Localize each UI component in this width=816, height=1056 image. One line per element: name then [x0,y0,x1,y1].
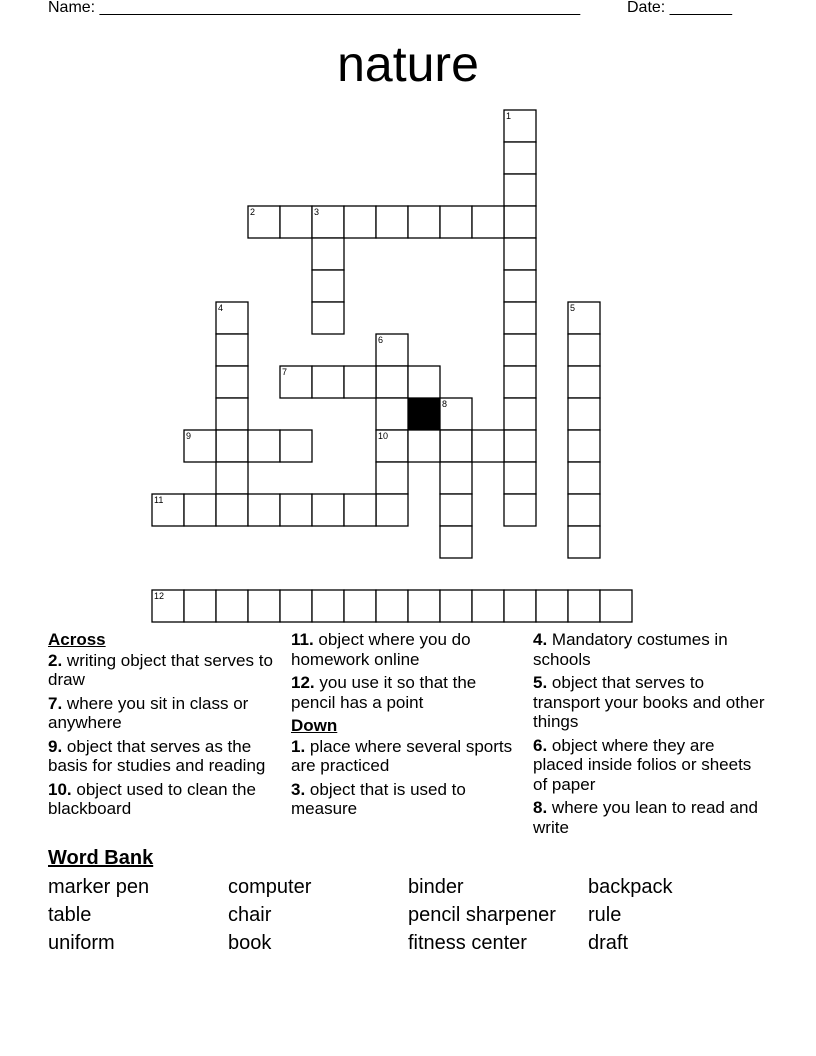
clue-number: 4. [533,630,548,649]
clue-down-8 [533,798,765,837]
crossword-cell[interactable] [152,494,184,526]
crossword-cell[interactable] [440,206,472,238]
cell-number: 9 [186,431,192,441]
crossword-cell[interactable] [408,590,440,622]
clue-down-4 [533,630,765,669]
crossword-cell[interactable] [504,398,536,430]
crossword-cell[interactable] [408,206,440,238]
crossword-cell[interactable] [376,430,408,462]
crossword-cell[interactable] [568,430,600,462]
down-heading: Down [291,716,338,735]
date-field: Date: _______ [627,0,732,16]
crossword-cell[interactable] [344,590,376,622]
crossword-cell[interactable] [312,494,344,526]
clue-text: object where they are placed inside folios or sheets of paper [533,735,752,794]
clue-down-3 [291,780,523,819]
crossword-cell[interactable] [504,206,536,238]
crossword-cell[interactable] [312,206,344,238]
clue-text: object that is used to measure [291,779,466,818]
clue-down-1 [291,737,523,776]
crossword-cell[interactable] [568,302,600,334]
crossword-cell[interactable] [216,334,248,366]
crossword-cell[interactable] [216,430,248,462]
clue-text: object that serves as the basis for studies and reading [48,736,266,775]
clue-number: 10. [48,779,72,799]
crossword-cell[interactable] [504,110,536,142]
crossword-cell[interactable] [408,430,440,462]
cell-number: 7 [282,367,288,377]
clue-text: object used to clean the blackboard [48,779,256,818]
crossword-cell[interactable] [504,334,536,366]
crossword-cell[interactable] [248,206,280,238]
crossword-cell[interactable] [216,302,248,334]
crossword-cell[interactable] [184,494,216,526]
crossword-cell[interactable] [536,590,568,622]
crossword-cell[interactable] [248,590,280,622]
clues-column-2 [291,630,523,823]
word-bank-item: fitness center [408,932,527,954]
crossword-cell[interactable] [184,430,216,462]
clue-across-12 [291,673,523,712]
crossword-cell[interactable] [280,206,312,238]
crossword-cell[interactable] [280,366,312,398]
word-bank-item: backpack [588,876,673,898]
clue-number: 3. [291,779,306,799]
cell-number: 8 [442,399,448,409]
clue-across-11 [291,630,523,669]
cell-number: 2 [250,207,256,217]
clue-down-5 [533,673,765,732]
word-bank [48,873,768,957]
crossword-cell[interactable] [344,494,376,526]
clue-text: Mandatory costumes in schools [533,630,728,669]
clue-number: 6. [533,735,548,755]
word-bank-item: uniform [48,932,115,954]
word-bank-item: table [48,904,92,926]
crossword-cell[interactable] [504,270,536,302]
word-bank-item: draft [588,932,629,954]
crossword-cell[interactable] [440,494,472,526]
crossword-cell[interactable] [312,590,344,622]
crossword-cell[interactable] [472,206,504,238]
cell-number: 12 [154,591,165,601]
crossword-cell[interactable] [440,526,472,558]
clue-text: object that serves to transport your books and other things [533,673,765,731]
crossword-cell[interactable] [344,206,376,238]
crossword-cell[interactable] [280,430,312,462]
clue-text: place where several sports are practiced [291,736,513,775]
clue-text: object where you do homework online [291,630,471,669]
crossword-cell[interactable] [568,398,600,430]
clue-down-6 [533,736,765,795]
word-bank-item: marker pen [48,876,150,898]
cell-number: 6 [378,335,384,345]
word-bank-item: rule [588,904,622,926]
crossword-cell[interactable] [376,206,408,238]
clue-across-7 [48,694,276,733]
clue-across-10 [48,780,276,819]
clue-number: 2. [48,650,63,670]
crossword-cell[interactable] [312,302,344,334]
crossword-cell[interactable] [216,462,248,494]
crossword-cell[interactable] [472,430,504,462]
crossword-cell[interactable] [504,590,536,622]
crossword-cell[interactable] [312,238,344,270]
crossword-cell[interactable] [152,590,184,622]
crossword-cell[interactable] [376,590,408,622]
cell-number: 4 [218,303,224,313]
crossword-cell[interactable] [280,590,312,622]
name-field: Name: ______________________________________________________ [48,0,581,16]
clues-column-1 [48,630,276,823]
clue-number: 5. [533,673,548,692]
word-bank-title: Word Bank [48,847,154,869]
black-cell [408,398,440,430]
crossword-cell[interactable] [504,174,536,206]
clue-text: you use it so that the pencil has a point [291,673,477,712]
word-bank-item: chair [228,904,272,926]
clue-number: 7. [48,693,63,713]
across-heading: Across [48,630,106,649]
crossword-cell[interactable] [504,302,536,334]
crossword-cell[interactable] [568,590,600,622]
cell-number: 5 [570,303,576,313]
clue-number: 8. [533,798,548,817]
clue-number: 12. [291,673,315,692]
crossword-cell[interactable] [216,366,248,398]
crossword-cell[interactable] [504,494,536,526]
cell-number: 11 [154,495,164,505]
word-bank-item: pencil sharpener [408,904,556,926]
crossword-cell[interactable] [216,398,248,430]
clue-text: where you sit in class or anywhere [48,693,249,732]
clue-across-2 [48,651,276,690]
crossword-cell[interactable] [504,462,536,494]
clue-number: 9. [48,736,63,756]
crossword-cell[interactable] [248,430,280,462]
crossword-cell[interactable] [312,366,344,398]
crossword-cell[interactable] [568,526,600,558]
crossword-cell[interactable] [408,366,440,398]
crossword-cell[interactable] [376,494,408,526]
crossword-cell[interactable] [472,590,504,622]
clues-column-3 [533,630,765,841]
cell-number: 1 [506,111,512,121]
crossword-cell[interactable] [248,494,280,526]
crossword-cell[interactable] [376,366,408,398]
page-title: nature [337,36,479,92]
crossword-cell[interactable] [376,462,408,494]
crossword-cell[interactable] [600,590,632,622]
crossword-cell[interactable] [568,334,600,366]
crossword-cell[interactable] [216,590,248,622]
crossword-cell[interactable] [440,462,472,494]
crossword-cell[interactable] [504,238,536,270]
cell-number: 10 [378,431,389,441]
crossword-cell[interactable] [344,366,376,398]
word-bank-item: computer [228,876,312,898]
crossword-cell[interactable] [568,462,600,494]
clue-text: writing object that serves to draw [48,650,273,689]
crossword-cell[interactable] [216,494,248,526]
crossword-cell[interactable] [440,430,472,462]
crossword-cell[interactable] [376,398,408,430]
clue-text: where you lean to read and write [533,798,758,837]
crossword-cell[interactable] [312,270,344,302]
crossword-cell[interactable] [504,142,536,174]
crossword-cell[interactable] [568,366,600,398]
clue-number: 1. [291,736,306,756]
crossword-cell[interactable] [280,494,312,526]
crossword-cell[interactable] [440,398,472,430]
word-bank-item: binder [408,876,464,898]
crossword-cell[interactable] [440,590,472,622]
crossword-cell[interactable] [504,430,536,462]
crossword-cell[interactable] [184,590,216,622]
cell-number: 3 [314,207,320,217]
crossword-cell[interactable] [376,334,408,366]
clue-across-9 [48,737,276,776]
crossword-cell[interactable] [568,494,600,526]
word-bank-item: book [228,932,272,954]
clue-number: 11. [291,630,314,649]
crossword-cell[interactable] [504,366,536,398]
